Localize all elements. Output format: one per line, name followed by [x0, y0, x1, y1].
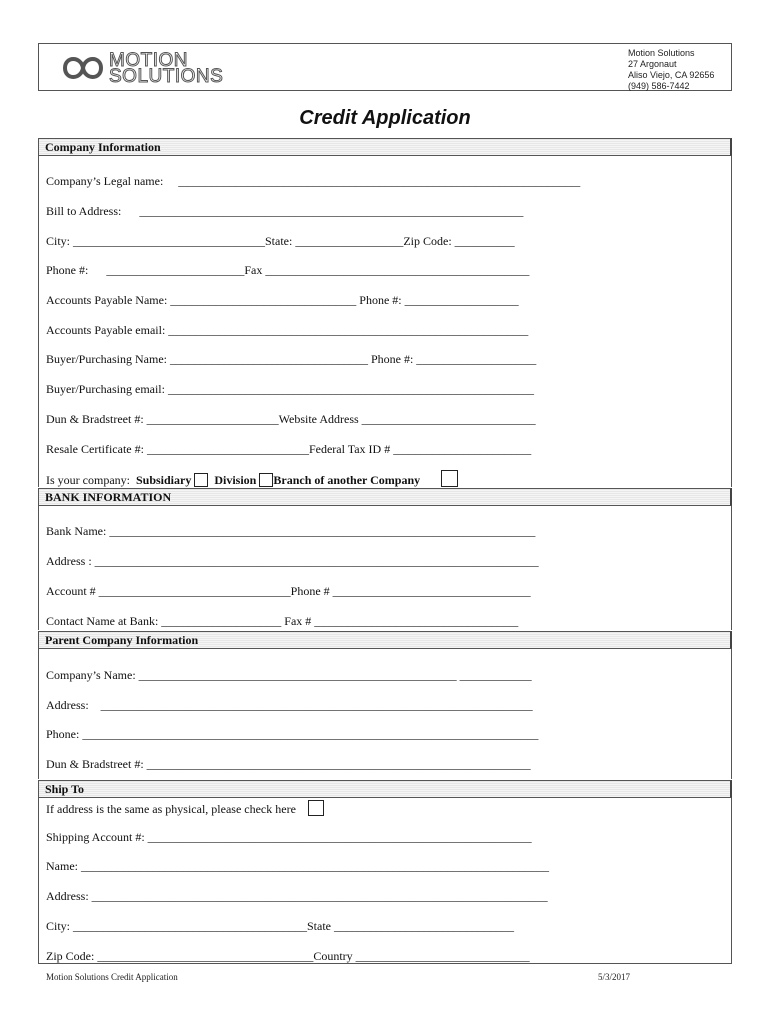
- address-line: 27 Argonaut: [628, 59, 677, 69]
- checkbox-same-address[interactable]: [308, 800, 324, 816]
- field-ship-address[interactable]: Address: ____________________________________________________________________________: [46, 889, 548, 903]
- ship-same-address-row: [46, 800, 324, 816]
- company-type-question: Is your company:: [46, 473, 130, 487]
- field-ship-city-state[interactable]: City: _______________________________________State ______________________________: [46, 919, 514, 933]
- ship-same-address-label: If address is the same as physical, please check here: [46, 802, 296, 816]
- section-company-information: Company Information: [38, 138, 732, 156]
- footer-date: 5/3/2017: [598, 972, 631, 982]
- document-title: Credit Application: [299, 107, 471, 129]
- field-buyer-name[interactable]: Buyer/Purchasing Name: _________________________________ Phone #: ____________________: [46, 352, 537, 366]
- field-accounts-payable-email[interactable]: Accounts Payable email: ____________________________________________________________: [46, 323, 529, 337]
- section-ship-to: Ship To: [38, 780, 732, 798]
- field-city-state-zip[interactable]: City: ________________________________State: __________________Zip Code: __________: [46, 234, 515, 248]
- checkbox-branch[interactable]: [441, 470, 458, 487]
- address-line: Motion Solutions: [628, 48, 695, 58]
- field-accounts-payable-name[interactable]: Accounts Payable Name: _______________________________ Phone #: ___________________: [46, 293, 519, 307]
- letterhead: [38, 43, 732, 91]
- field-shipping-account[interactable]: Shipping Account #: ________________________________________________________________: [46, 830, 532, 844]
- section-ship-body: [38, 798, 732, 964]
- address-line: (949) 586-7442: [628, 81, 690, 91]
- field-phone-fax[interactable]: Phone #: _______________________Fax ____________________________________________: [46, 263, 530, 277]
- option-branch-label: Branch of another Company: [273, 473, 421, 487]
- address-line: Aliso Viejo, CA 92656: [628, 70, 715, 80]
- field-parent-address[interactable]: Address: ________________________________________________________________________: [46, 698, 533, 712]
- section-bank-information: BANK INFORMATION: [38, 488, 732, 506]
- footer-document-name: Motion Solutions Credit Application: [46, 972, 178, 982]
- field-resale-certificate-tax-id[interactable]: Resale Certificate #: ___________________________Federal Tax ID # _______________________: [46, 442, 532, 456]
- logo-word-motion: MOTION: [109, 50, 188, 71]
- field-parent-phone[interactable]: Phone: ____________________________________________________________________________: [46, 727, 539, 741]
- field-parent-dun-bradstreet[interactable]: Dun & Bradstreet #: ________________________________________________________________: [46, 757, 531, 771]
- checkbox-division[interactable]: [259, 473, 273, 487]
- motion-solutions-logo-icon: [59, 50, 107, 86]
- field-parent-company-name[interactable]: Company’s Name: _____________________________________________________ ____________: [46, 668, 532, 682]
- company-type-row: [46, 470, 458, 487]
- option-division-label: Division: [214, 473, 257, 487]
- company-address: [628, 48, 714, 92]
- field-bank-contact-fax[interactable]: Contact Name at Bank: ____________________ Fax # __________________________________: [46, 614, 519, 628]
- field-dun-bradstreet-website[interactable]: Dun & Bradstreet #: ______________________Website Address _____________________________: [46, 412, 536, 426]
- field-bank-name[interactable]: Bank Name: _______________________________________________________________________: [46, 524, 536, 538]
- option-subsidiary-label: Subsidiary: [135, 473, 192, 487]
- logo-word-solutions: SOLUTIONS: [109, 66, 224, 87]
- field-bank-address[interactable]: Address : __________________________________________________________________________: [46, 554, 539, 568]
- section-parent-company: Parent Company Information: [38, 631, 732, 649]
- field-bill-to-address[interactable]: Bill to Address: ________________________________________________________________: [46, 204, 524, 218]
- checkbox-subsidiary[interactable]: [194, 473, 208, 487]
- field-buyer-email[interactable]: Buyer/Purchasing email: _____________________________________________________________: [46, 382, 534, 396]
- field-ship-name[interactable]: Name: ______________________________________________________________________________: [46, 859, 549, 873]
- company-logo: [59, 50, 259, 86]
- field-bank-account-phone[interactable]: Account # ________________________________Phone # _________________________________: [46, 584, 531, 598]
- field-ship-zip-country[interactable]: Zip Code: ____________________________________Country _____________________________: [46, 949, 530, 963]
- field-company-legal-name[interactable]: Company’s Legal name: ___________________________________________________________________: [46, 174, 581, 188]
